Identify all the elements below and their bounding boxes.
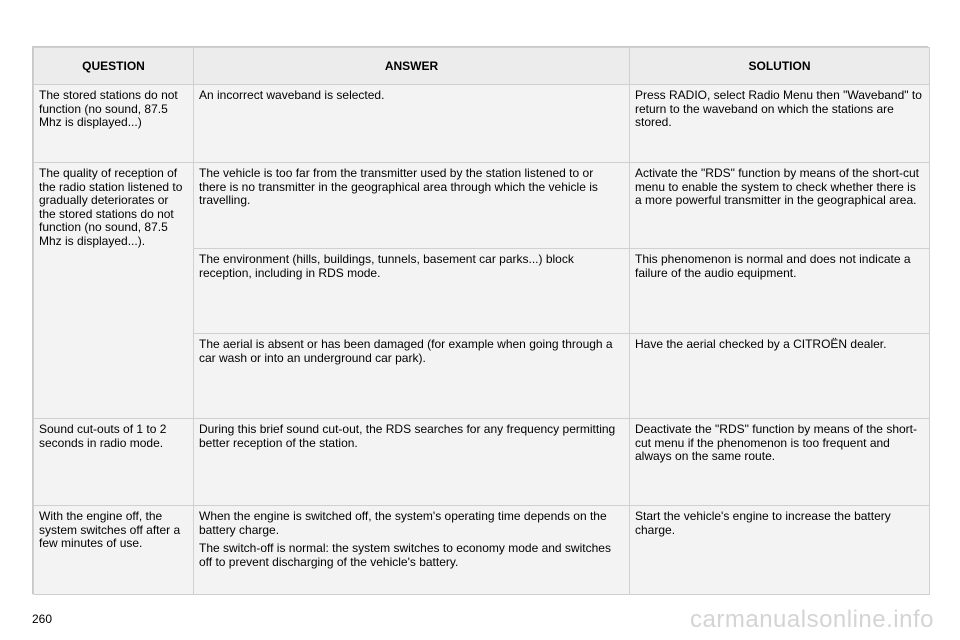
watermark: carmanualsonline.info bbox=[690, 606, 934, 633]
table-header-row bbox=[34, 48, 930, 85]
header-solution: SOLUTION bbox=[630, 48, 930, 85]
question-cell: The quality of reception of the radio station listened to gradually deteriorates or the stored stations do not function (no sound, 87.5 Mhz is displayed...). bbox=[34, 163, 194, 419]
solution-cell: Deactivate the "RDS" function by means of the short-cut menu if the phenomenon is too frequent and always on the same route. bbox=[630, 419, 930, 506]
answer-paragraph: The switch-off is normal: the system switches to economy mode and switches off to prevent discharging of the vehicle's battery. bbox=[199, 541, 611, 569]
solution-cell: This phenomenon is normal and does not indicate a failure of the audio equipment. bbox=[630, 249, 930, 334]
answer-cell: An incorrect waveband is selected. bbox=[194, 85, 630, 163]
table-row bbox=[34, 85, 930, 163]
solution-cell: Activate the "RDS" function by means of the short-cut menu to enable the system to check whether there is a more powerful transmitter in the geographical area. bbox=[630, 163, 930, 249]
answer-cell: The aerial is absent or has been damaged (for example when going through a car wash or into an underground car park). bbox=[194, 334, 630, 419]
solution-cell: Start the vehicle's engine to increase the battery charge. bbox=[630, 506, 930, 595]
answer-cell bbox=[194, 506, 630, 595]
answer-paragraph: When the engine is switched off, the system's operating time depends on the battery charge. bbox=[199, 509, 607, 537]
answer-cell: During this brief sound cut-out, the RDS searches for any frequency permitting better reception of the station. bbox=[194, 419, 630, 506]
header-question: QUESTION bbox=[34, 48, 194, 85]
page-number: 260 bbox=[32, 612, 53, 626]
solution-cell: Have the aerial checked by a CITROËN dealer. bbox=[630, 334, 930, 419]
solution-cell: Press RADIO, select Radio Menu then "Waveband" to return to the waveband on which the stations are stored. bbox=[630, 85, 930, 163]
question-cell: With the engine off, the system switches off after a few minutes of use. bbox=[34, 506, 194, 595]
table-row bbox=[34, 506, 930, 595]
answer-cell: The environment (hills, buildings, tunnels, basement car parks...) block reception, including in RDS mode. bbox=[194, 249, 630, 334]
question-cell: Sound cut-outs of 1 to 2 seconds in radio mode. bbox=[34, 419, 194, 506]
faq-table-frame bbox=[32, 46, 928, 594]
answer-cell: The vehicle is too far from the transmitter used by the station listened to or there is no transmitter in the geographical area through which the vehicle is travelling. bbox=[194, 163, 630, 249]
question-cell: The stored stations do not function (no sound, 87.5 Mhz is displayed...) bbox=[34, 85, 194, 163]
header-answer: ANSWER bbox=[194, 48, 630, 85]
table-row bbox=[34, 419, 930, 506]
troubleshooting-table bbox=[33, 47, 930, 595]
table-row bbox=[34, 163, 930, 249]
